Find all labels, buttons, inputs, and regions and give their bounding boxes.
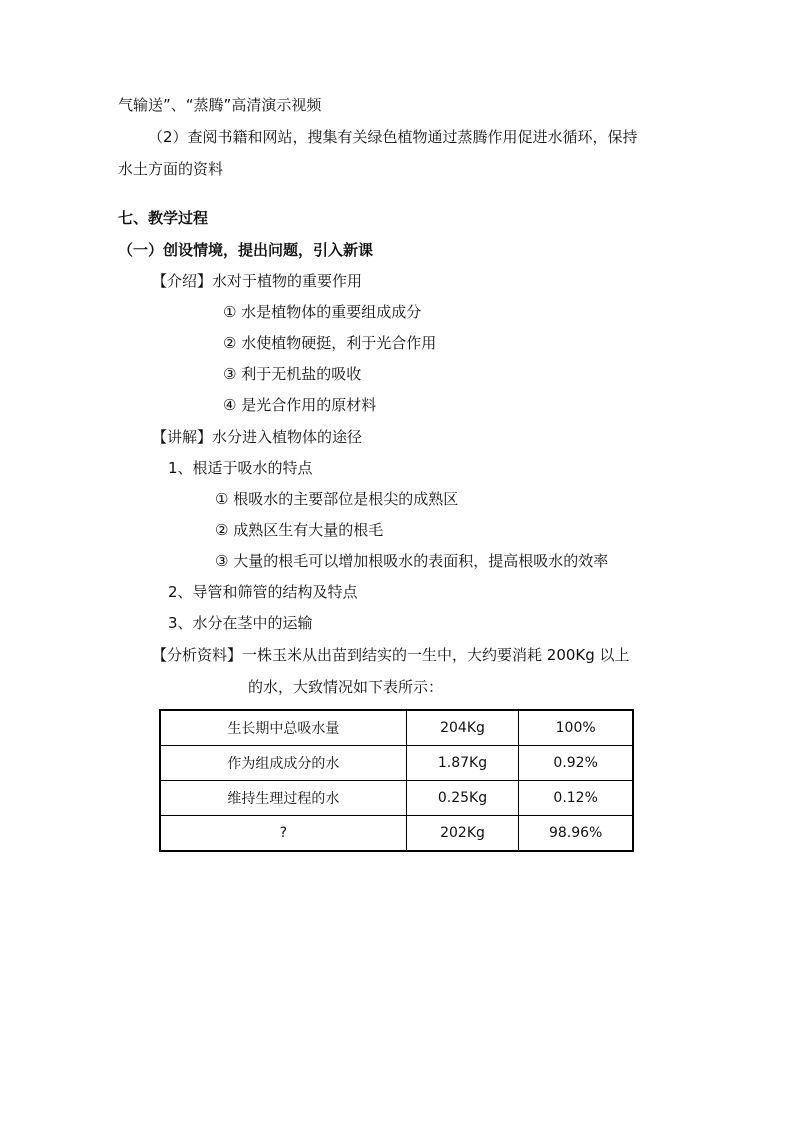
intro-item: ② 水使植物硬挺，利于光合作用 [223, 334, 437, 352]
explain-sub-item: ① 根吸水的主要部位是根尖的成熟区 [215, 490, 459, 508]
table-row [160, 710, 633, 746]
table-cell: 202Kg [406, 816, 519, 852]
analysis-line-1: 【分析资料】一株玉米从出苗到结实的一生中，大约要消耗 200Kg 以上 [152, 646, 630, 664]
intro-item: ④ 是光合作用的原材料 [223, 396, 377, 414]
explain-sub-item: ② 成熟区生有大量的根毛 [215, 521, 384, 539]
table-row [160, 781, 633, 816]
explain-point-2: 2、导管和筛管的结构及特点 [168, 583, 358, 601]
table-cell: 98.96% [519, 816, 633, 852]
table-cell: 0.12% [519, 781, 633, 816]
explain-point-1: 1、根适于吸水的特点 [168, 459, 313, 477]
paragraph-line-2: （2）查阅书籍和网站，搜集有关绿色植物通过蒸腾作用促进水循环，保持 [148, 128, 638, 146]
table-cell: ? [160, 816, 406, 852]
explain-label: 【讲解】水分进入植物体的途径 [152, 428, 363, 446]
paragraph-line-3: 水土方面的资料 [118, 160, 224, 178]
table-cell: 0.25Kg [406, 781, 519, 816]
section-heading: 七、教学过程 [118, 209, 209, 227]
analysis-line-2: 的水，大致情况如下表所示： [248, 678, 444, 696]
explain-point-3: 3、水分在茎中的运输 [168, 614, 313, 632]
table-cell: 204Kg [406, 710, 519, 746]
table-cell: 0.92% [519, 746, 633, 781]
intro-label: 【介绍】水对于植物的重要作用 [152, 272, 363, 290]
table-cell: 1.87Kg [406, 746, 519, 781]
intro-item: ① 水是植物体的重要组成成分 [223, 303, 422, 321]
explain-sub-item: ③ 大量的根毛可以增加根吸水的表面积，提高根吸水的效率 [215, 552, 609, 570]
table-cell: 100% [519, 710, 633, 746]
section-subheading: （一）创设情境，提出问题，引入新课 [118, 241, 374, 259]
table-row [160, 816, 633, 852]
water-consumption-table [159, 709, 634, 852]
paragraph-line-1: 气输送”、“蒸腾”高清演示视频 [118, 96, 322, 114]
table-row [160, 746, 633, 781]
intro-item: ③ 利于无机盐的吸收 [223, 365, 362, 383]
table-cell: 作为组成成分的水 [160, 746, 406, 781]
table-cell: 生长期中总吸水量 [160, 710, 406, 746]
table-cell: 维持生理过程的水 [160, 781, 406, 816]
